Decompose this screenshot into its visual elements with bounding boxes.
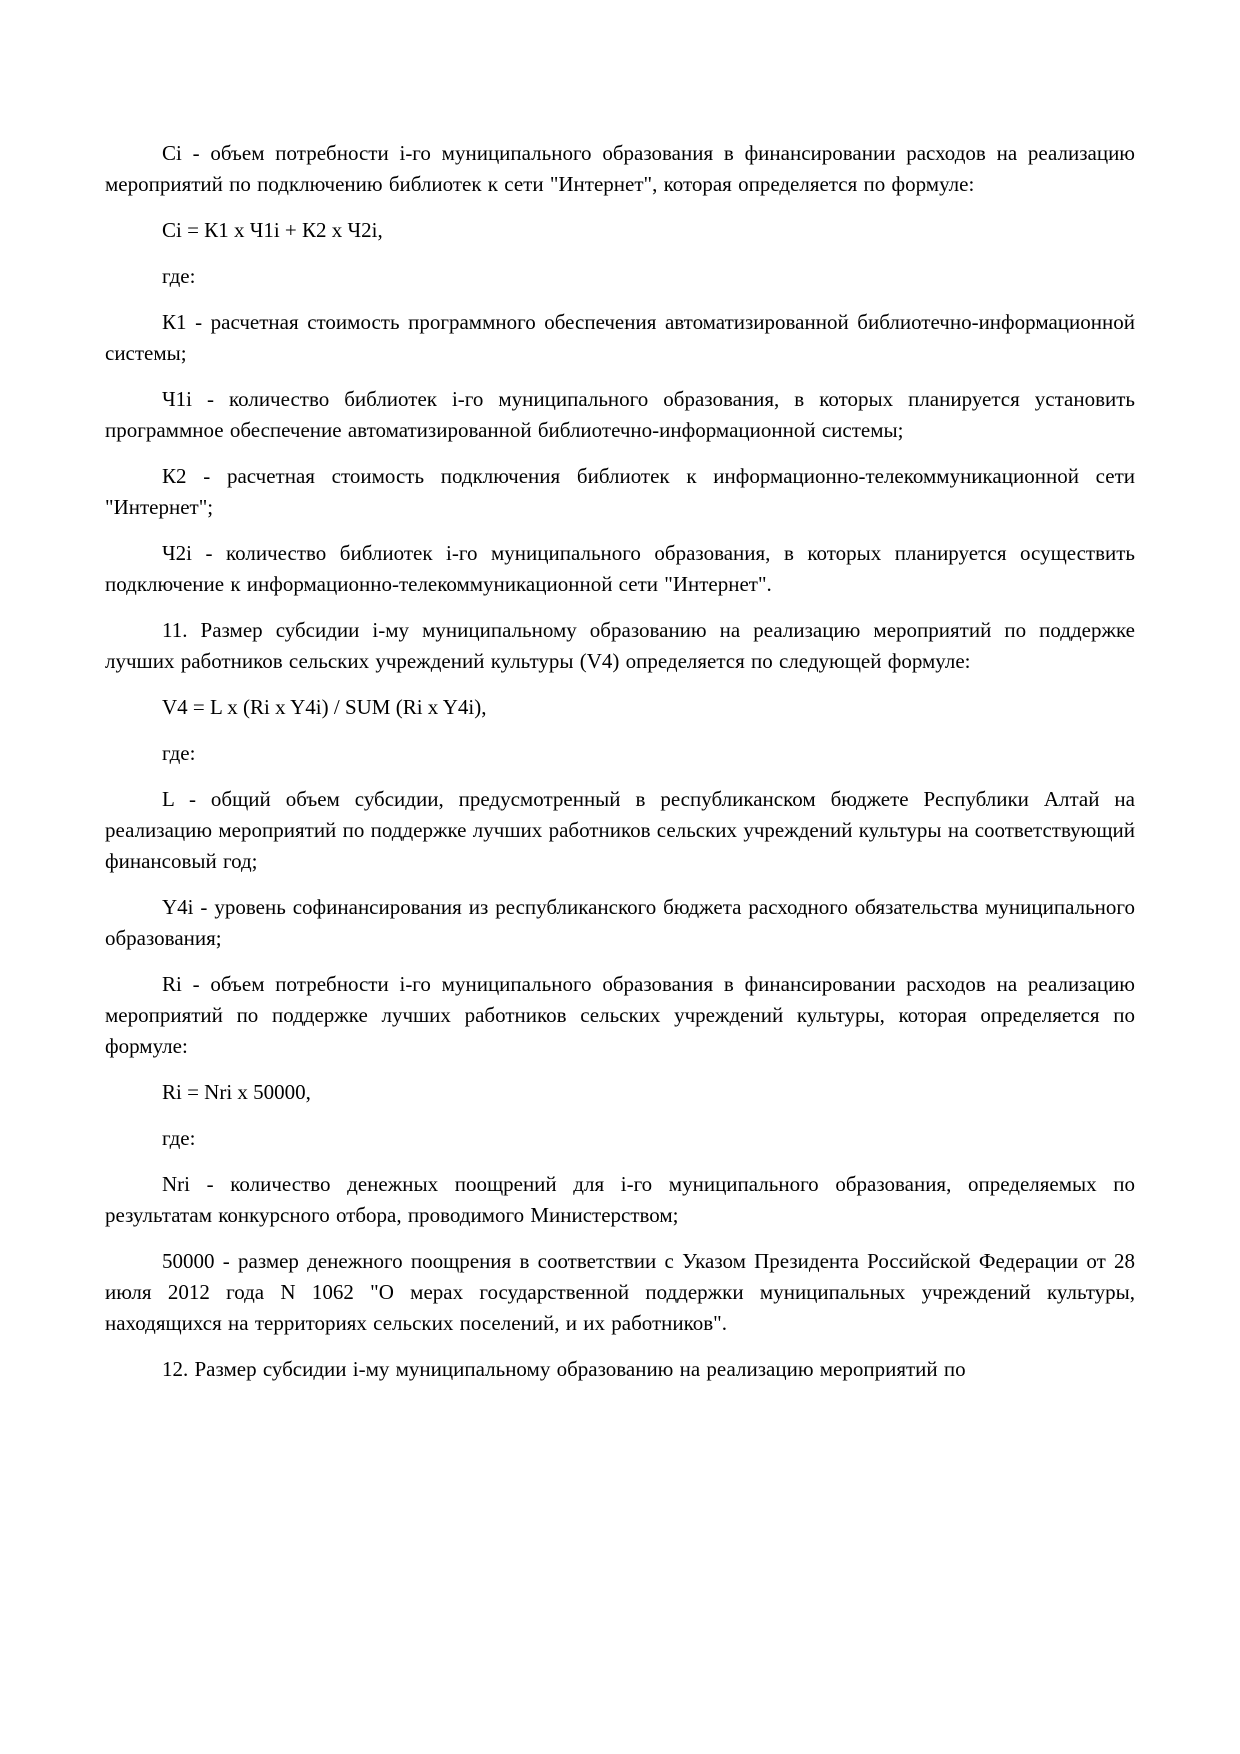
paragraph: L - общий объем субсидии, предусмотренный в республиканском бюджете Республики Алтай на реализацию мероприятий по поддержке лучших работников сельских учреждений культуры на соответствующий финансовый год; bbox=[105, 787, 1135, 873]
document-body bbox=[105, 138, 1135, 1385]
paragraph: Y4i - уровень софинансирования из республиканского бюджета расходного обязательства муниципального образования; bbox=[105, 895, 1135, 950]
paragraph: 12. Размер субсидии i-му муниципальному образованию на реализацию мероприятий по bbox=[162, 1357, 966, 1381]
paragraph: К1 - расчетная стоимость программного обеспечения автоматизированной библиотечно-информационной системы; bbox=[105, 310, 1135, 365]
paragraph: Ci - объем потребности i-го муниципального образования в финансировании расходов на реализацию мероприятий по подключению библиотек к сети "Интернет", которая определяется по формуле: bbox=[105, 141, 1135, 196]
paragraph: К2 - расчетная стоимость подключения библиотек к информационно-телекоммуникационной сети "Интернет"; bbox=[105, 464, 1135, 519]
paragraph: Ч1i - количество библиотек i-го муниципального образования, в которых планируется установить программное обеспечение автоматизированной библиотечно-информационной системы; bbox=[105, 387, 1135, 442]
paragraph: Nri - количество денежных поощрений для i-го муниципального образования, определяемых по результатам конкурсного отбора, проводимого Министерством; bbox=[105, 1172, 1135, 1227]
where-label: где: bbox=[162, 1126, 196, 1150]
where-label: где: bbox=[162, 741, 196, 765]
paragraph: Ri - объем потребности i-го муниципального образования в финансировании расходов на реализацию мероприятий по поддержке лучших работников сельских учреждений культуры, которая определяется по формуле: bbox=[105, 972, 1135, 1058]
paragraph: Ч2i - количество библиотек i-го муниципального образования, в которых планируется осуществить подключение к информационно-телекоммуникационной сети "Интернет". bbox=[105, 541, 1135, 596]
formula-line: V4 = L x (Ri x Y4i) / SUM (Ri x Y4i), bbox=[162, 695, 487, 719]
formula-line: Ri = Nri x 50000, bbox=[162, 1080, 311, 1104]
paragraph: 50000 - размер денежного поощрения в соответствии с Указом Президента Российской Федерации от 28 июля 2012 года N 1062 "О мерах государственной поддержки муниципальных учреждений культуры, находящихся на территориях сельских поселений, и их работников". bbox=[105, 1249, 1135, 1335]
formula-line: Ci = К1 х Ч1i + К2 х Ч2i, bbox=[162, 218, 383, 242]
paragraph: 11. Размер субсидии i-му муниципальному образованию на реализацию мероприятий по поддержке лучших работников сельских учреждений культуры (V4) определяется по следующей формуле: bbox=[105, 618, 1135, 673]
where-label: где: bbox=[162, 264, 196, 288]
